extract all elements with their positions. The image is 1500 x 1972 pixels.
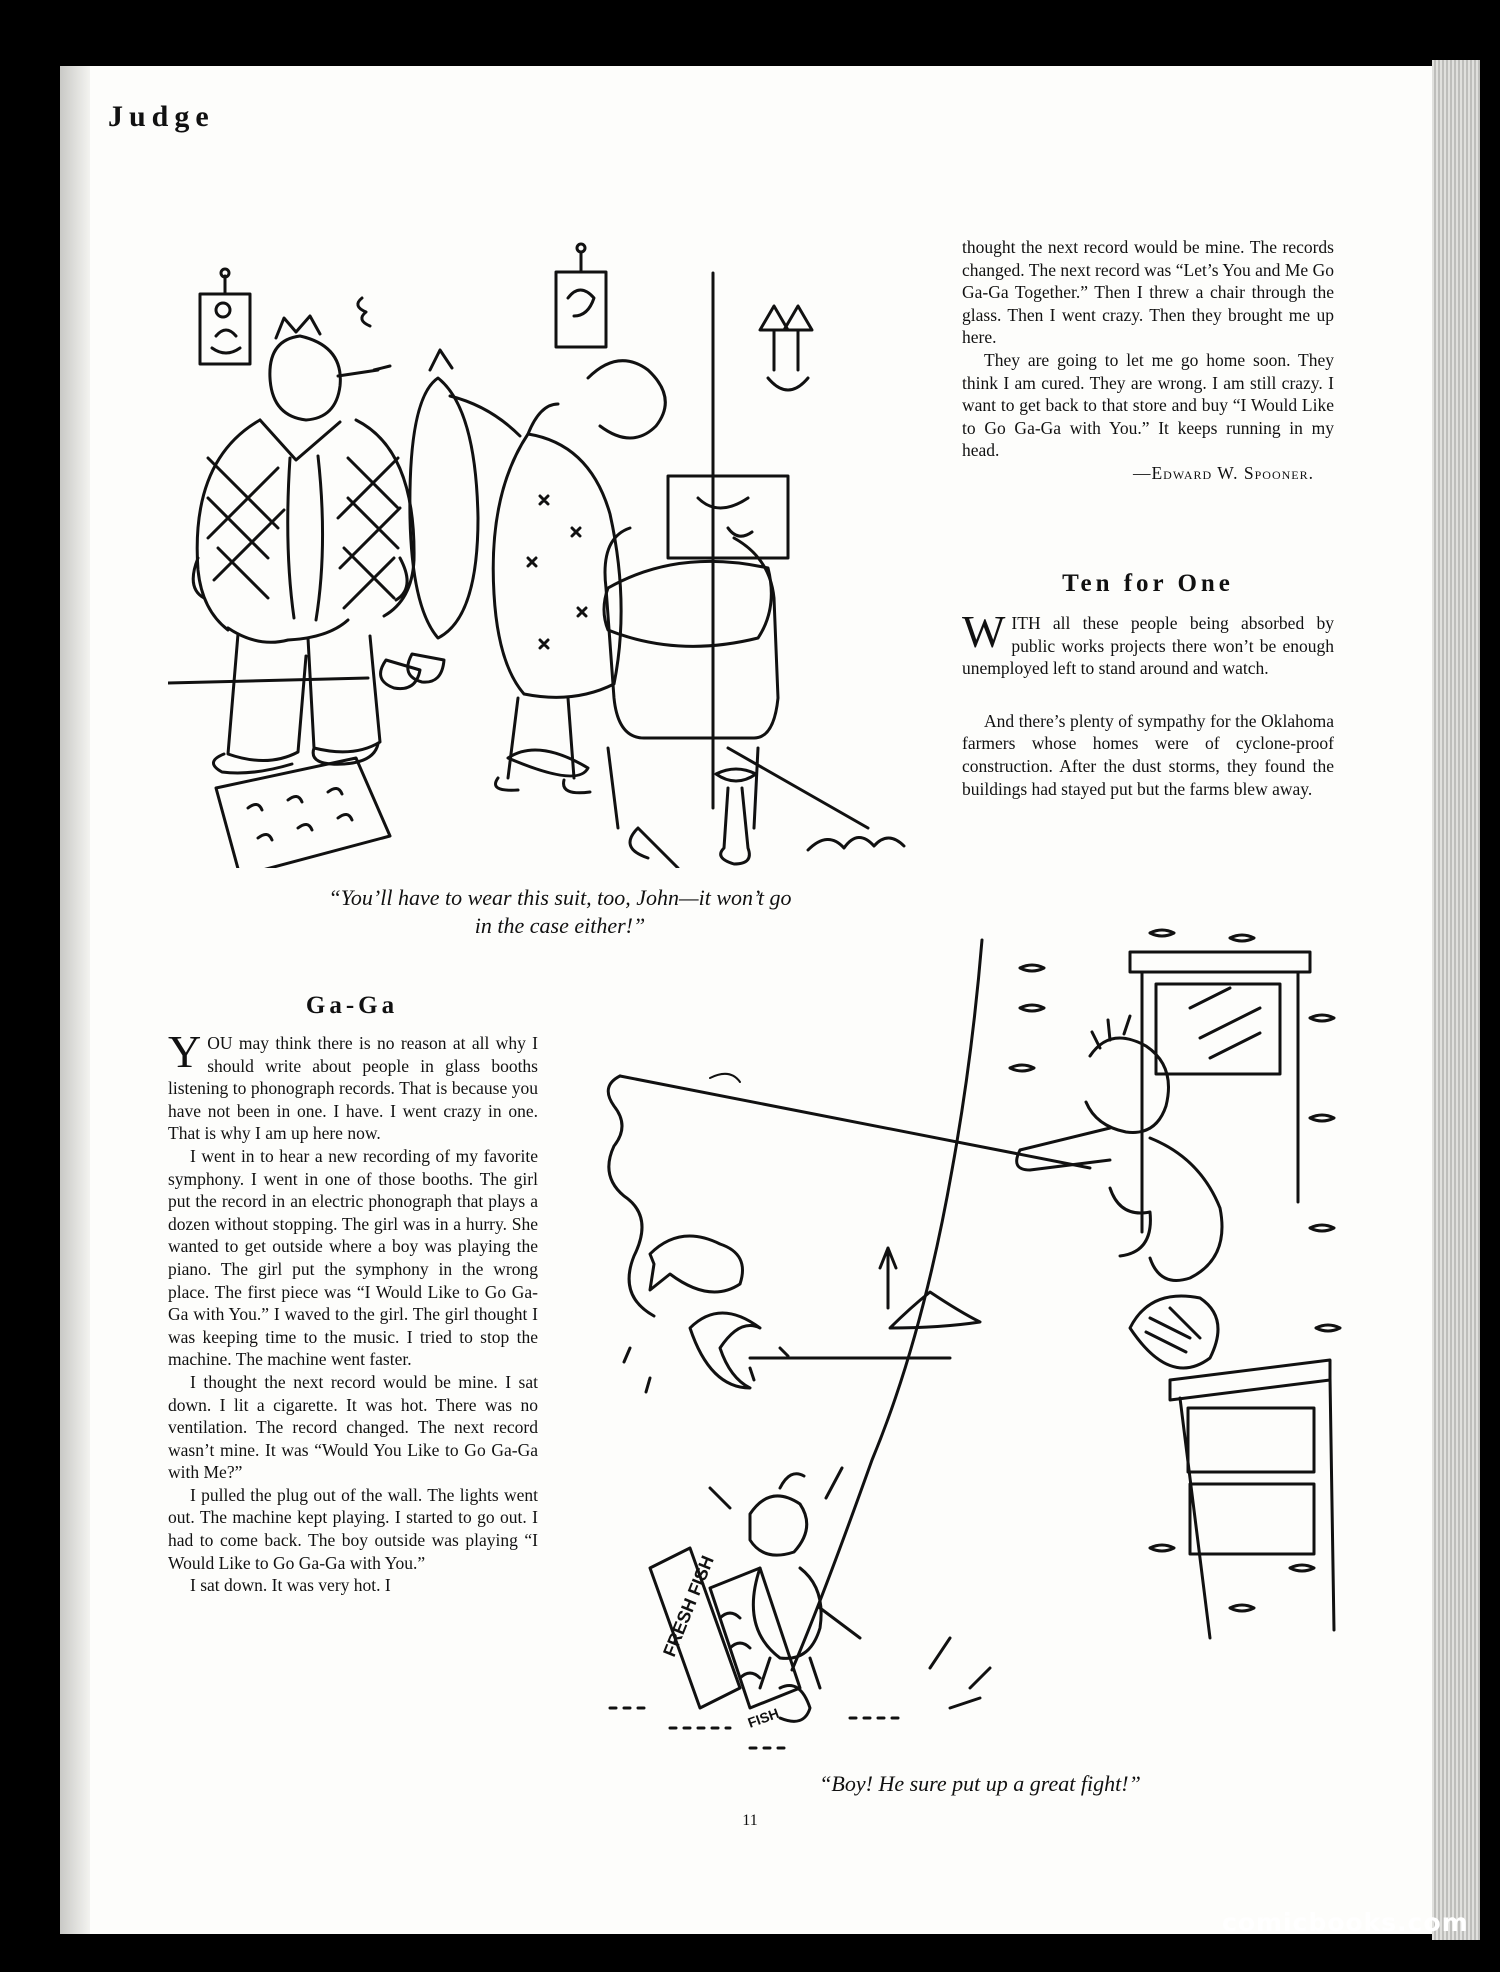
page-gutter (60, 66, 90, 1934)
cartoon-fishing-illustration (590, 928, 1350, 1758)
ten-paragraph-2: And there’s plenty of sympathy for the Oklahoma farmers whose homes were of cyclone-proof construction. After the dust storms, they found the buildings had stayed put but the farms blew away. (962, 710, 1334, 799)
cartoon-packing-illustration (168, 228, 908, 868)
page-stack-edge (1432, 60, 1480, 1940)
gaga-column (168, 1026, 538, 1597)
ten-for-one-column (962, 606, 1334, 800)
site-watermark: comicbooks.com (1222, 1908, 1469, 1937)
gaga-paragraph-5: I sat down. It was very hot. I (190, 1575, 391, 1596)
gaga-continuation-column (962, 236, 1334, 485)
cartoon2-caption: “Boy! He sure put up a great fight!” (819, 1771, 1141, 1796)
page-number: 11 (742, 1812, 758, 1829)
gaga-paragraph-3: I thought the next record would be mine. I sat down. I lit a cigarette. It was hot. There was no ventilation. The record changed. The next record wasn’t mine. It was “Would You Like to Go Ga-Ga with Me?” (168, 1371, 538, 1483)
gaga-continuation-1: thought the next record would be mine. The records changed. The next record was “Let’s You and Me Go Ga-Ga Together.” Then I threw a chair through the glass. Then I went crazy. Then they brought me up here. (962, 237, 1334, 348)
gaga-paragraph-2: I went in to hear a new recording of my favorite symphony. I went in one of those booths. The girl put the record in an electric phonograph that plays a dozen without stopping. The girl was in a hurry. She wanted to get outside where a boy was playing the piano. The girl put the symphony in the wrong place. The first piece was “I Would Like to Go Ga-Ga with You.” I waved to the girl. The girl thought I was keeping time to the music. I tried to stop the machine. The machine went faster. (168, 1145, 538, 1370)
cartoon1-caption-line2: in the case either!” (474, 913, 646, 938)
running-head: Judge (108, 100, 215, 133)
gaga-drop-cap: Y (168, 1026, 202, 1077)
ten-paragraph-1: WITH all these people being absorbed by public works projects there won’t be enough unemployed left to stand around and watch. (962, 606, 1334, 679)
gaga-continuation-2: They are going to let me go home soon. They think I am cured. They are wrong. I am still crazy. I want to get back to that store and buy “I Would Like to Go Ga-Ga with You.” It keeps running in my head. (962, 349, 1334, 461)
ten-for-one-heading: Ten for One (1062, 570, 1234, 597)
gaga-heading: Ga-Ga (305, 992, 399, 1019)
gaga-paragraph-4: I pulled the plug out of the wall. The lights went out. The machine kept playing. I started to go out. I had to come back. The boy outside was playing “I Would Like to Go Ga-Ga with You.” (168, 1484, 538, 1573)
fresh-fish-sign-text: FRESH FISH (659, 1552, 718, 1660)
gaga-paragraph-1: YOU may think there is no reason at all why I should write about people in glass booths listening to phonograph records. That is because you have not been in one. I have. I went crazy in one. That is why I am up here now. (168, 1026, 538, 1144)
gaga-signature: —Edward W. Spooner. (1132, 462, 1314, 483)
fish-crate-text: FISH (745, 1704, 781, 1731)
ten-drop-cap: W (962, 606, 1006, 657)
cartoon1-caption-line1: “You’ll have to wear this suit, too, John—it won’t go (328, 885, 792, 910)
